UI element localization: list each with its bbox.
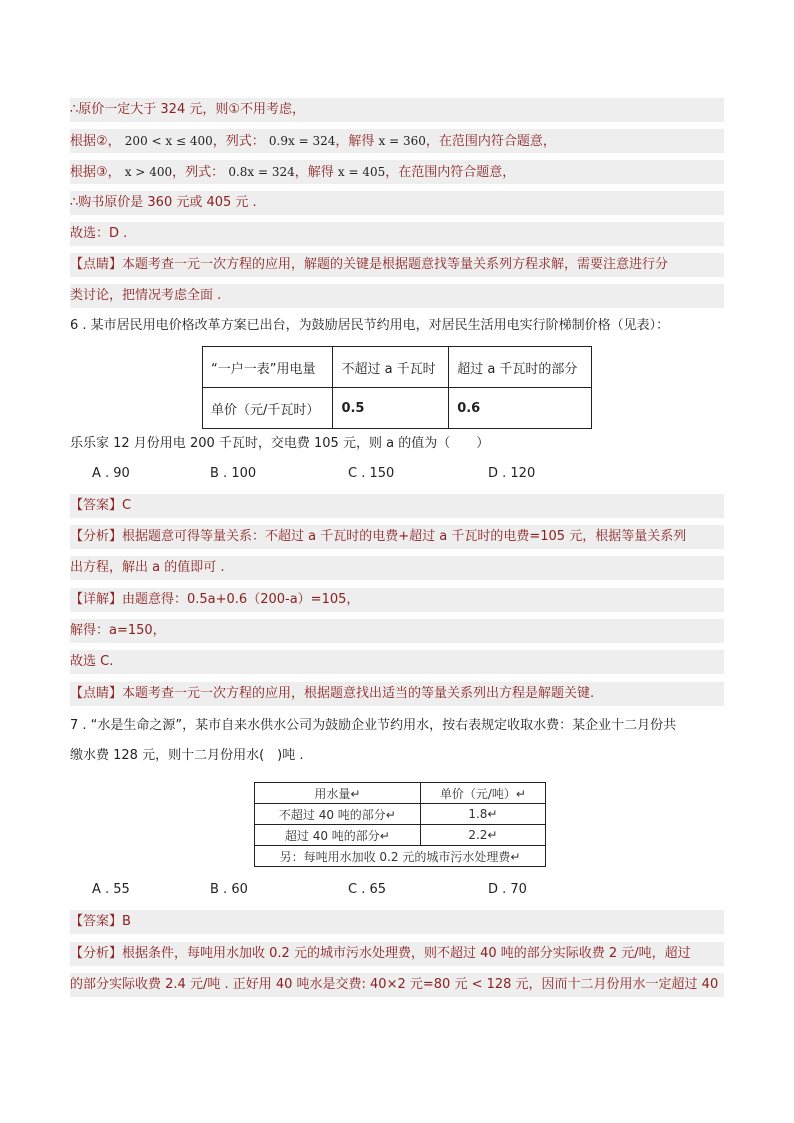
- question-7-text: 7 . “水是生命之源”，某市自来水供水公司为鼓励企业节约用水，按右表规定收取水费：某企业十二月份共: [70, 718, 677, 733]
- answer-line: 【答案】C: [70, 494, 724, 518]
- analysis-line: 【分析】根据题意可得等量关系：不超过 a 千瓦时的电费+超过 a 千瓦时的电费=105 元，根据等量关系列: [70, 525, 724, 549]
- equation: x = 405: [337, 165, 386, 179]
- table-header-cell: 超过 a 千瓦时的部分: [449, 347, 592, 388]
- solution-line: ∴原价一定大于 324 元，则①不用考虑，: [70, 98, 724, 122]
- electricity-price-table: [202, 346, 592, 429]
- solution-line: [70, 129, 724, 153]
- text: ，解得: [294, 165, 334, 180]
- choice-c: C . 65: [348, 882, 387, 897]
- answer-line: 【答案】B: [70, 910, 724, 934]
- text: 根据③，: [70, 165, 121, 180]
- detail-line: 【详解】由题意得：0.5a+0.6（200-a）=105，: [70, 588, 724, 612]
- water-price-table: [254, 782, 546, 867]
- equation: x = 360: [378, 134, 426, 148]
- equation: 0.9x = 324: [268, 134, 336, 148]
- solution-line: [70, 160, 724, 184]
- solution-line: 故选：D .: [70, 222, 724, 246]
- analysis-line: 【分析】根据条件，每吨用水加收 0.2 元的城市污水处理费，则不超过 40 吨的部分实际收费 2 元/吨，超过: [70, 942, 724, 966]
- solution-line: 解得：a=150，: [70, 619, 724, 643]
- table-cell: 1.8↵: [420, 804, 545, 825]
- table-cell: 超过 40 吨的部分↵: [255, 825, 421, 846]
- text: 根据②，: [70, 134, 121, 149]
- table-row: [255, 783, 546, 804]
- table-note-cell: 另：每吨用水加收 0.2 元的城市污水处理费↵: [255, 846, 546, 867]
- equation: 0.8x = 324: [228, 165, 295, 179]
- solution-line: ∴购书原价是 360 元或 405 元 .: [70, 191, 724, 215]
- analysis-line: 出方程，解出 a 的值即可 .: [70, 556, 724, 580]
- table-row: [255, 846, 546, 867]
- table-cell: 0.5: [333, 388, 449, 429]
- choice-b: B . 60: [210, 882, 248, 897]
- table-cell: 0.6: [449, 388, 592, 429]
- comment-line: 【点睛】本题考查一元一次方程的应用，解题的关键是根据题意找等量关系列方程求解，需要注意进行分: [70, 253, 724, 277]
- choice-a: A . 90: [92, 466, 130, 481]
- table-header-cell: “一户一表”用电量: [203, 347, 333, 388]
- analysis-line: 的部分实际收费 2.4 元/吨 . 正好用 40 吨水是交费: 40×2 元=80 元 < 128 元，因而十二月份用水一定超过 40: [70, 973, 724, 997]
- table-row: [255, 804, 546, 825]
- table-header-cell: 单价（元/吨）↵: [420, 783, 545, 804]
- text: ，在范围内符合题意，: [385, 165, 516, 180]
- comment-line: 【点睛】本题考查一元一次方程的应用，根据题意找出适当的等量关系列出方程是解题关键.: [70, 682, 724, 706]
- question-6-text: 6 . 某市居民用电价格改革方案已出台，为鼓励居民节约用电，对居民生活用电实行阶梯制价格（见表）：: [70, 318, 670, 333]
- table-cell: 不超过 40 吨的部分↵: [255, 804, 421, 825]
- table-row: [203, 347, 592, 388]
- inequality: 200 < x ≤ 400: [124, 134, 213, 148]
- choice-b: B . 100: [210, 466, 257, 481]
- choice-d: D . 120: [488, 466, 536, 481]
- table-row: [203, 388, 592, 429]
- table-cell: 单价（元/千瓦时）: [203, 388, 333, 429]
- choice-c: C . 150: [348, 466, 395, 481]
- text: ，列式：: [212, 134, 265, 149]
- question-6-stem: 乐乐家 12 月份用电 200 千瓦时，交电费 105 元，则 a 的值为（ ）: [70, 436, 490, 451]
- table-header-cell: 不超过 a 千瓦时: [333, 347, 449, 388]
- text: ，在范围内符合题意，: [425, 134, 556, 149]
- comment-line: 类讨论，把情况考虑全面 .: [70, 284, 724, 308]
- selection-line: 故选 C.: [70, 650, 724, 674]
- table-row: [255, 825, 546, 846]
- question-7-text: 缴水费 128 元，则十二月份用水( )吨 .: [70, 748, 304, 763]
- inequality: x > 400: [124, 165, 173, 179]
- table-header-cell: 用水量↵: [255, 783, 421, 804]
- text: ，解得: [335, 134, 375, 149]
- choice-a: A . 55: [92, 882, 130, 897]
- choice-d: D . 70: [488, 882, 527, 897]
- table-cell: 2.2↵: [420, 825, 545, 846]
- text: ，列式：: [172, 165, 225, 180]
